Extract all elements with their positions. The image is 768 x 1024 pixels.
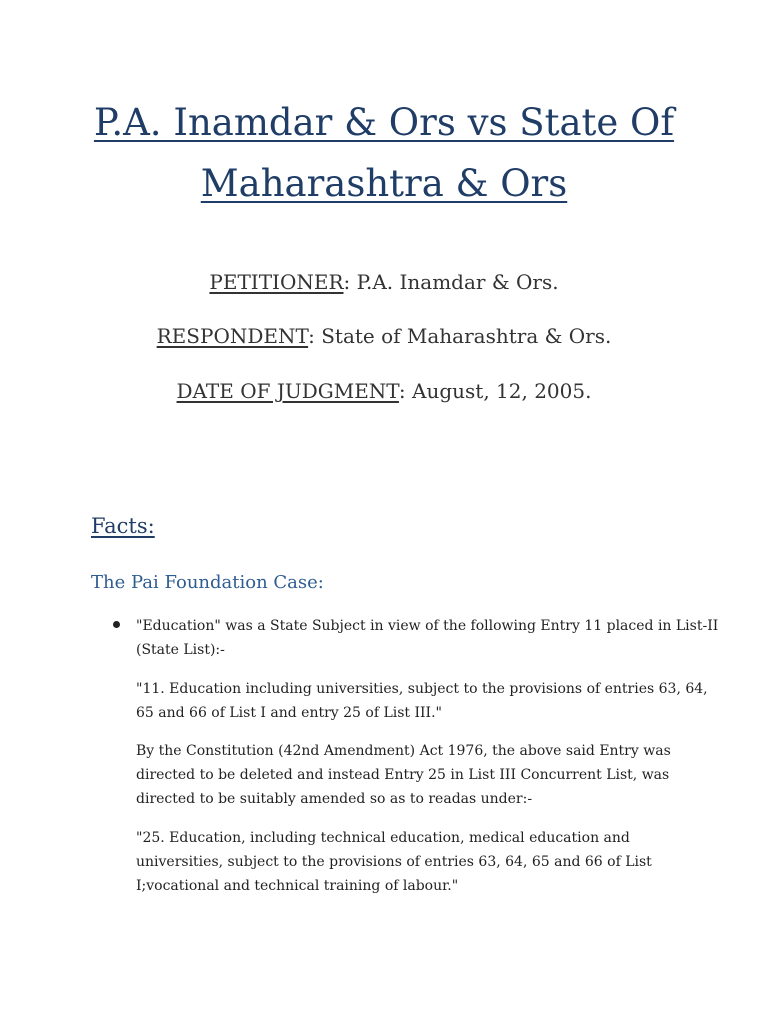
petitioner-value: : P.A. Inamdar & Ors. [343,270,559,294]
respondent-value: : State of Maharashtra & Ors. [308,324,612,348]
paragraph-line: directed to be deleted and instead Entry 25 in List III Concurrent List, was [136,767,670,783]
paragraph-line: "25. Education, including technical education, medical education and [136,830,630,846]
title-line-2: Maharashtra & Ors [200,162,568,205]
paragraph-line: universities, subject to the provisions of entries 63, 64, 65 and 66 of List [136,854,652,870]
petitioner-label: PETITIONER [209,270,344,294]
paragraph-line: (State List):- [136,642,225,658]
facts-heading: Facts: [91,514,155,538]
paragraph-42nd-amendment [136,739,696,811]
paragraph-entry-11-quote [136,677,708,725]
paragraph-line: "11. Education including universities, subject to the provisions of entries 63, 64, [136,681,708,697]
title-line-1: P.A. Inamdar & Ors vs State Of [93,101,675,144]
paragraph-line: By the Constitution (42nd Amendment) Act 1976, the above said Entry was [136,743,671,759]
paragraph-line: "Education" was a State Subject in view of the following Entry 11 placed in List-II [136,618,719,634]
pai-foundation-subheading: The Pai Foundation Case: [91,572,324,593]
paragraph-entry-25-quote [136,826,696,898]
judgment-date-line [60,379,708,403]
respondent-line [60,324,708,348]
document-title [60,92,708,214]
judgment-date-value: : August, 12, 2005. [398,379,592,403]
paragraph-line: I;vocational and technical training of labour." [136,878,459,894]
judgment-date-label: DATE OF JUDGMENT [176,379,399,403]
paragraph-line: 65 and 66 of List I and entry 25 of List III." [136,705,442,721]
respondent-label: RESPONDENT [156,324,309,348]
bullet-dot-icon [113,621,120,628]
petitioner-line [60,270,708,294]
paragraph-line: directed to be suitably amended so as to readas under:- [136,791,533,807]
paragraph-education-state-subject [136,614,719,662]
